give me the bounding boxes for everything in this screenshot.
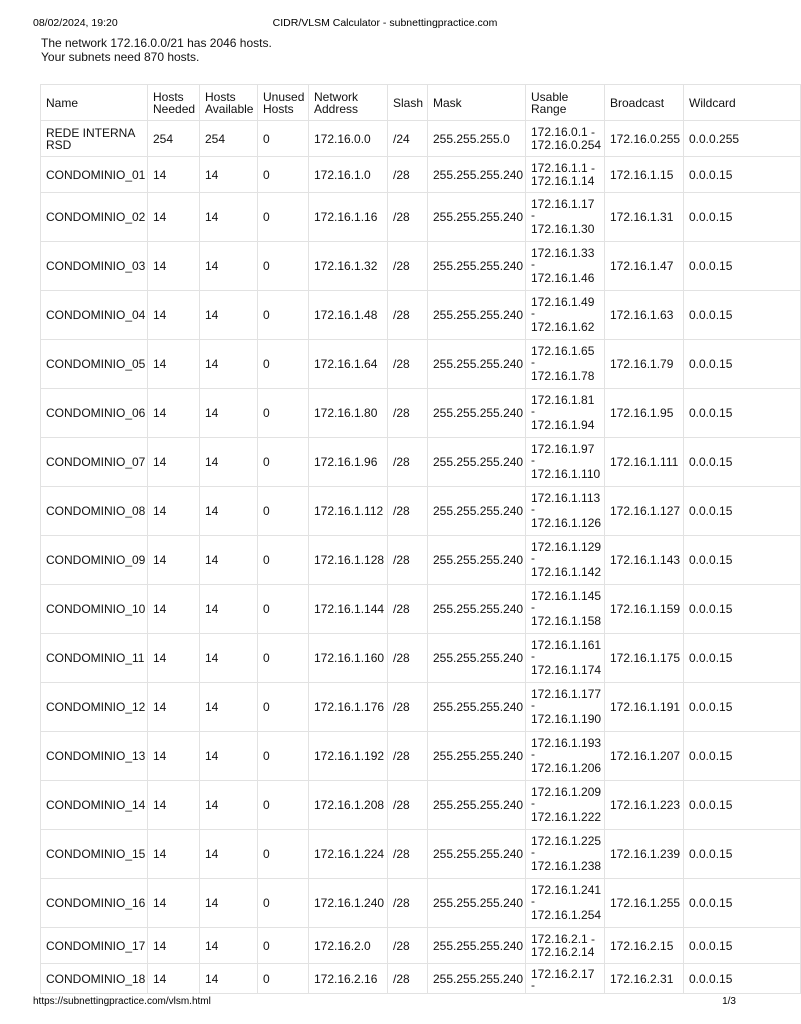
cell-name: CONDOMINIO_14 bbox=[41, 781, 148, 830]
cell-name: CONDOMINIO_07 bbox=[41, 438, 148, 487]
cell-wildcard: 0.0.0.15 bbox=[684, 536, 801, 585]
cell-wildcard: 0.0.0.15 bbox=[684, 683, 801, 732]
cell-wildcard: 0.0.0.15 bbox=[684, 193, 801, 242]
cell-usable-range bbox=[526, 928, 605, 964]
table-row bbox=[41, 732, 801, 781]
table-row bbox=[41, 634, 801, 683]
cell-hosts-available: 14 bbox=[200, 340, 258, 389]
cell-slash: /28 bbox=[388, 879, 428, 928]
cell-network-address: 172.16.1.64 bbox=[309, 340, 388, 389]
range-start: 172.16.1.209 bbox=[531, 785, 602, 799]
cell-mask: 255.255.255.240 bbox=[428, 964, 526, 994]
cell-unused-hosts: 0 bbox=[258, 340, 309, 389]
cell-hosts-needed: 14 bbox=[148, 683, 200, 732]
cell-broadcast: 172.16.1.255 bbox=[605, 879, 684, 928]
cell-unused-hosts: 0 bbox=[258, 121, 309, 157]
print-header bbox=[33, 16, 737, 30]
cell-hosts-needed: 14 bbox=[148, 964, 200, 994]
cell-network-address: 172.16.0.0 bbox=[309, 121, 388, 157]
cell-usable-range bbox=[526, 487, 605, 536]
cell-mask: 255.255.255.0 bbox=[428, 121, 526, 157]
cell-slash: /28 bbox=[388, 732, 428, 781]
column-header-wildcard: Wildcard bbox=[684, 85, 801, 121]
column-header-name: Name bbox=[41, 85, 148, 121]
cell-network-address: 172.16.2.16 bbox=[309, 964, 388, 994]
range-start: 172.16.1.49 bbox=[531, 295, 595, 309]
table-row bbox=[41, 438, 801, 487]
cell-name: CONDOMINIO_15 bbox=[41, 830, 148, 879]
cell-slash: /28 bbox=[388, 781, 428, 830]
column-header-broadcast: Broadcast bbox=[605, 85, 684, 121]
cell-mask: 255.255.255.240 bbox=[428, 340, 526, 389]
range-end: 172.16.1.94 bbox=[531, 418, 595, 432]
cell-hosts-needed: 14 bbox=[148, 536, 200, 585]
cell-mask: 255.255.255.240 bbox=[428, 536, 526, 585]
cell-wildcard: 0.0.0.15 bbox=[684, 242, 801, 291]
cell-mask: 255.255.255.240 bbox=[428, 291, 526, 340]
table-row bbox=[41, 157, 801, 193]
cell-mask: 255.255.255.240 bbox=[428, 928, 526, 964]
cell-wildcard: 0.0.0.15 bbox=[684, 928, 801, 964]
cell-usable-range bbox=[526, 389, 605, 438]
cell-slash: /28 bbox=[388, 634, 428, 683]
range-end: 172.16.1.206 bbox=[531, 761, 602, 775]
cell-broadcast: 172.16.1.223 bbox=[605, 781, 684, 830]
range-end: 172.16.1.62 bbox=[531, 320, 595, 334]
cell-broadcast: 172.16.1.15 bbox=[605, 157, 684, 193]
cell-hosts-available: 14 bbox=[200, 193, 258, 242]
cell-wildcard: 0.0.0.15 bbox=[684, 634, 801, 683]
cell-hosts-needed: 14 bbox=[148, 193, 200, 242]
cell-name: CONDOMINIO_04 bbox=[41, 291, 148, 340]
summary-network-line: The network 172.16.0.0/21 has 2046 hosts. bbox=[41, 36, 272, 50]
cell-hosts-available: 14 bbox=[200, 928, 258, 964]
cell-hosts-available: 14 bbox=[200, 487, 258, 536]
cell-unused-hosts: 0 bbox=[258, 732, 309, 781]
cell-name: CONDOMINIO_06 bbox=[41, 389, 148, 438]
cell-broadcast: 172.16.1.79 bbox=[605, 340, 684, 389]
cell-usable-range bbox=[526, 964, 605, 994]
column-header-usable-range: Usable Range bbox=[526, 85, 605, 121]
cell-broadcast: 172.16.1.191 bbox=[605, 683, 684, 732]
table-row bbox=[41, 536, 801, 585]
table-row bbox=[41, 585, 801, 634]
cell-hosts-needed: 14 bbox=[148, 781, 200, 830]
cell-broadcast: 172.16.1.111 bbox=[605, 438, 684, 487]
table-row bbox=[41, 781, 801, 830]
cell-hosts-available: 14 bbox=[200, 732, 258, 781]
cell-unused-hosts: 0 bbox=[258, 438, 309, 487]
range-start: 172.16.1.97 bbox=[531, 442, 595, 456]
table-row bbox=[41, 121, 801, 157]
range-dash: - bbox=[531, 208, 535, 222]
range-dash: - bbox=[531, 453, 535, 467]
cell-usable-range bbox=[526, 830, 605, 879]
cell-usable-range bbox=[526, 291, 605, 340]
cell-hosts-needed: 14 bbox=[148, 585, 200, 634]
cell-name: CONDOMINIO_11 bbox=[41, 634, 148, 683]
cell-name: CONDOMINIO_05 bbox=[41, 340, 148, 389]
cell-slash: /28 bbox=[388, 242, 428, 291]
cell-broadcast: 172.16.1.31 bbox=[605, 193, 684, 242]
cell-mask: 255.255.255.240 bbox=[428, 389, 526, 438]
range-start: 172.16.2.1 - bbox=[531, 931, 596, 946]
range-dash: - bbox=[531, 698, 535, 712]
print-page-number: 1/3 bbox=[722, 996, 736, 1007]
cell-slash: /28 bbox=[388, 928, 428, 964]
cell-usable-range bbox=[526, 683, 605, 732]
cell-usable-range bbox=[526, 193, 605, 242]
range-end: 172.16.1.158 bbox=[531, 614, 602, 628]
cell-name: CONDOMINIO_01 bbox=[41, 157, 148, 193]
cell-unused-hosts: 0 bbox=[258, 157, 309, 193]
range-dash: - bbox=[531, 257, 535, 271]
cell-name: CONDOMINIO_13 bbox=[41, 732, 148, 781]
range-dash: - bbox=[531, 355, 535, 369]
cell-hosts-available: 14 bbox=[200, 242, 258, 291]
range-end: 172.16.1.126 bbox=[531, 516, 602, 530]
cell-wildcard: 0.0.0.15 bbox=[684, 732, 801, 781]
cell-slash: /28 bbox=[388, 585, 428, 634]
range-dash: - bbox=[531, 845, 535, 859]
cell-wildcard: 0.0.0.15 bbox=[684, 830, 801, 879]
range-start: 172.16.1.225 bbox=[531, 834, 602, 848]
cell-hosts-needed: 14 bbox=[148, 487, 200, 536]
column-header-hosts-available: Hosts Available bbox=[200, 85, 258, 121]
cell-network-address: 172.16.1.240 bbox=[309, 879, 388, 928]
range-dash: - bbox=[531, 502, 535, 516]
table-row bbox=[41, 242, 801, 291]
cell-hosts-available: 14 bbox=[200, 438, 258, 487]
cell-network-address: 172.16.1.96 bbox=[309, 438, 388, 487]
print-page-title: CIDR/VLSM Calculator - subnettingpractice.com bbox=[272, 17, 498, 29]
cell-name: CONDOMINIO_02 bbox=[41, 193, 148, 242]
cell-wildcard: 0.0.0.15 bbox=[684, 157, 801, 193]
range-end: 172.16.1.222 bbox=[531, 810, 602, 824]
range-end: 172.16.1.30 bbox=[531, 222, 595, 236]
cell-hosts-needed: 254 bbox=[148, 121, 200, 157]
cell-hosts-available: 14 bbox=[200, 389, 258, 438]
cell-wildcard: 0.0.0.15 bbox=[684, 879, 801, 928]
range-dash: - bbox=[531, 404, 535, 418]
cell-mask: 255.255.255.240 bbox=[428, 683, 526, 732]
cell-usable-range bbox=[526, 781, 605, 830]
cell-broadcast: 172.16.1.63 bbox=[605, 291, 684, 340]
range-end: 172.16.1.78 bbox=[531, 369, 595, 383]
cell-slash: /28 bbox=[388, 964, 428, 994]
cell-mask: 255.255.255.240 bbox=[428, 585, 526, 634]
cell-hosts-needed: 14 bbox=[148, 634, 200, 683]
range-end: 172.16.1.46 bbox=[531, 271, 595, 285]
cell-usable-range bbox=[526, 536, 605, 585]
cell-network-address: 172.16.1.16 bbox=[309, 193, 388, 242]
cell-network-address: 172.16.1.0 bbox=[309, 157, 388, 193]
cell-hosts-needed: 14 bbox=[148, 830, 200, 879]
range-end: 172.16.1.254 bbox=[531, 908, 602, 922]
table-row bbox=[41, 340, 801, 389]
range-end: 172.16.0.254 bbox=[531, 137, 602, 152]
range-end: 172.16.1.238 bbox=[531, 859, 602, 873]
range-start: 172.16.1.33 bbox=[531, 246, 595, 260]
range-end: 172.16.1.190 bbox=[531, 712, 602, 726]
cell-network-address: 172.16.1.176 bbox=[309, 683, 388, 732]
summary-hosts-line: Your subnets need 870 hosts. bbox=[41, 50, 200, 64]
cell-usable-range bbox=[526, 242, 605, 291]
cell-mask: 255.255.255.240 bbox=[428, 634, 526, 683]
cell-broadcast: 172.16.1.175 bbox=[605, 634, 684, 683]
range-end: 172.16.1.142 bbox=[531, 565, 602, 579]
column-header-network-address: Network Address bbox=[309, 85, 388, 121]
cell-network-address: 172.16.1.80 bbox=[309, 389, 388, 438]
cell-network-address: 172.16.1.112 bbox=[309, 487, 388, 536]
range-dash: - bbox=[531, 600, 535, 614]
cell-unused-hosts: 0 bbox=[258, 683, 309, 732]
cell-hosts-needed: 14 bbox=[148, 242, 200, 291]
cell-hosts-needed: 14 bbox=[148, 928, 200, 964]
range-end: 172.16.1.14 bbox=[531, 173, 595, 188]
cell-hosts-available: 14 bbox=[200, 585, 258, 634]
cell-mask: 255.255.255.240 bbox=[428, 193, 526, 242]
cell-unused-hosts: 0 bbox=[258, 781, 309, 830]
cell-mask: 255.255.255.240 bbox=[428, 830, 526, 879]
cell-hosts-available: 14 bbox=[200, 781, 258, 830]
range-end: 172.16.1.174 bbox=[531, 663, 602, 677]
print-datetime: 08/02/2024, 19:20 bbox=[33, 17, 118, 29]
cell-mask: 255.255.255.240 bbox=[428, 242, 526, 291]
cell-unused-hosts: 0 bbox=[258, 879, 309, 928]
cell-network-address: 172.16.1.160 bbox=[309, 634, 388, 683]
range-start: 172.16.1.81 bbox=[531, 393, 595, 407]
cell-network-address: 172.16.1.192 bbox=[309, 732, 388, 781]
table-row bbox=[41, 830, 801, 879]
range-start: 172.16.1.193 bbox=[531, 736, 602, 750]
cell-usable-range bbox=[526, 340, 605, 389]
cell-hosts-available: 14 bbox=[200, 634, 258, 683]
cell-usable-range bbox=[526, 879, 605, 928]
cell-network-address: 172.16.1.32 bbox=[309, 242, 388, 291]
cell-mask: 255.255.255.240 bbox=[428, 781, 526, 830]
table-row bbox=[41, 487, 801, 536]
cell-wildcard: 0.0.0.15 bbox=[684, 964, 801, 994]
range-start: 172.16.1.161 bbox=[531, 638, 602, 652]
cell-unused-hosts: 0 bbox=[258, 585, 309, 634]
cell-unused-hosts: 0 bbox=[258, 964, 309, 994]
cell-usable-range bbox=[526, 121, 605, 157]
cell-mask: 255.255.255.240 bbox=[428, 157, 526, 193]
cell-slash: /28 bbox=[388, 291, 428, 340]
range-start: 172.16.1.241 bbox=[531, 883, 602, 897]
table-row bbox=[41, 683, 801, 732]
cell-slash: /28 bbox=[388, 683, 428, 732]
cell-unused-hosts: 0 bbox=[258, 193, 309, 242]
range-dash: - bbox=[531, 978, 535, 992]
cell-name: CONDOMINIO_18 bbox=[41, 964, 148, 994]
network-summary bbox=[41, 36, 272, 64]
cell-broadcast: 172.16.1.47 bbox=[605, 242, 684, 291]
cell-wildcard: 0.0.0.255 bbox=[684, 121, 801, 157]
cell-name: CONDOMINIO_17 bbox=[41, 928, 148, 964]
cell-network-address: 172.16.1.208 bbox=[309, 781, 388, 830]
range-dash: - bbox=[531, 796, 535, 810]
cell-mask: 255.255.255.240 bbox=[428, 879, 526, 928]
column-header-hosts-needed: Hosts Needed bbox=[148, 85, 200, 121]
range-start: 172.16.1.177 bbox=[531, 687, 602, 701]
cell-usable-range bbox=[526, 585, 605, 634]
cell-broadcast: 172.16.1.127 bbox=[605, 487, 684, 536]
cell-hosts-needed: 14 bbox=[148, 340, 200, 389]
cell-usable-range bbox=[526, 438, 605, 487]
cell-hosts-needed: 14 bbox=[148, 732, 200, 781]
cell-slash: /24 bbox=[388, 121, 428, 157]
cell-hosts-available: 254 bbox=[200, 121, 258, 157]
cell-hosts-needed: 14 bbox=[148, 291, 200, 340]
range-start: 172.16.1.17 bbox=[531, 197, 595, 211]
cell-hosts-needed: 14 bbox=[148, 438, 200, 487]
cell-unused-hosts: 0 bbox=[258, 242, 309, 291]
cell-slash: /28 bbox=[388, 487, 428, 536]
cell-wildcard: 0.0.0.15 bbox=[684, 585, 801, 634]
cell-unused-hosts: 0 bbox=[258, 830, 309, 879]
cell-name: CONDOMINIO_09 bbox=[41, 536, 148, 585]
cell-broadcast: 172.16.1.143 bbox=[605, 536, 684, 585]
cell-unused-hosts: 0 bbox=[258, 928, 309, 964]
cell-hosts-needed: 14 bbox=[148, 157, 200, 193]
cell-mask: 255.255.255.240 bbox=[428, 487, 526, 536]
cell-broadcast: 172.16.1.239 bbox=[605, 830, 684, 879]
cell-usable-range bbox=[526, 732, 605, 781]
cell-hosts-available: 14 bbox=[200, 536, 258, 585]
column-header-unused-hosts: Unused Hosts bbox=[258, 85, 309, 121]
cell-name: CONDOMINIO_08 bbox=[41, 487, 148, 536]
table-header-row bbox=[41, 85, 801, 121]
cell-broadcast: 172.16.2.31 bbox=[605, 964, 684, 994]
cell-wildcard: 0.0.0.15 bbox=[684, 291, 801, 340]
cell-unused-hosts: 0 bbox=[258, 487, 309, 536]
cell-wildcard: 0.0.0.15 bbox=[684, 389, 801, 438]
range-start: 172.16.1.113 bbox=[531, 491, 601, 505]
cell-broadcast: 172.16.1.207 bbox=[605, 732, 684, 781]
cell-broadcast: 172.16.0.255 bbox=[605, 121, 684, 157]
cell-mask: 255.255.255.240 bbox=[428, 732, 526, 781]
cell-unused-hosts: 0 bbox=[258, 291, 309, 340]
table-row bbox=[41, 879, 801, 928]
cell-broadcast: 172.16.1.159 bbox=[605, 585, 684, 634]
print-page-url: https://subnettingpractice.com/vlsm.html bbox=[33, 996, 211, 1007]
table-row bbox=[41, 964, 801, 994]
range-dash: - bbox=[531, 649, 535, 663]
cell-wildcard: 0.0.0.15 bbox=[684, 340, 801, 389]
cell-usable-range bbox=[526, 634, 605, 683]
range-start: 172.16.1.1 - bbox=[531, 160, 596, 175]
cell-slash: /28 bbox=[388, 830, 428, 879]
range-start: 172.16.1.145 bbox=[531, 589, 602, 603]
range-dash: - bbox=[531, 551, 535, 565]
range-start: 172.16.0.1 - bbox=[531, 124, 596, 139]
table-row bbox=[41, 193, 801, 242]
cell-wildcard: 0.0.0.15 bbox=[684, 487, 801, 536]
cell-hosts-available: 14 bbox=[200, 157, 258, 193]
print-footer bbox=[33, 995, 736, 1009]
range-dash: - bbox=[531, 894, 535, 908]
range-end: 172.16.1.110 bbox=[531, 467, 601, 481]
table-row bbox=[41, 291, 801, 340]
cell-hosts-available: 14 bbox=[200, 964, 258, 994]
cell-broadcast: 172.16.2.15 bbox=[605, 928, 684, 964]
cell-usable-range bbox=[526, 157, 605, 193]
cell-name: CONDOMINIO_12 bbox=[41, 683, 148, 732]
cell-slash: /28 bbox=[388, 193, 428, 242]
cell-hosts-available: 14 bbox=[200, 683, 258, 732]
cell-hosts-available: 14 bbox=[200, 291, 258, 340]
cell-wildcard: 0.0.0.15 bbox=[684, 781, 801, 830]
cell-slash: /28 bbox=[388, 389, 428, 438]
cell-network-address: 172.16.1.128 bbox=[309, 536, 388, 585]
cell-unused-hosts: 0 bbox=[258, 536, 309, 585]
cell-hosts-available: 14 bbox=[200, 879, 258, 928]
cell-network-address: 172.16.1.144 bbox=[309, 585, 388, 634]
cell-hosts-needed: 14 bbox=[148, 389, 200, 438]
cell-network-address: 172.16.1.224 bbox=[309, 830, 388, 879]
cell-broadcast: 172.16.1.95 bbox=[605, 389, 684, 438]
cell-hosts-needed: 14 bbox=[148, 879, 200, 928]
range-start: 172.16.2.17 bbox=[531, 967, 595, 981]
cell-mask: 255.255.255.240 bbox=[428, 438, 526, 487]
cell-slash: /28 bbox=[388, 157, 428, 193]
vlsm-table-container bbox=[40, 84, 740, 992]
cell-name: REDE INTERNA RSD bbox=[41, 121, 148, 157]
cell-slash: /28 bbox=[388, 340, 428, 389]
range-start: 172.16.1.65 bbox=[531, 344, 595, 358]
range-dash: - bbox=[531, 306, 535, 320]
cell-hosts-available: 14 bbox=[200, 830, 258, 879]
cell-name: CONDOMINIO_10 bbox=[41, 585, 148, 634]
column-header-mask: Mask bbox=[428, 85, 526, 121]
table-row bbox=[41, 389, 801, 438]
column-header-slash: Slash bbox=[388, 85, 428, 121]
cell-unused-hosts: 0 bbox=[258, 389, 309, 438]
vlsm-results-table bbox=[40, 84, 801, 994]
cell-slash: /28 bbox=[388, 536, 428, 585]
table-row bbox=[41, 928, 801, 964]
table-body bbox=[41, 121, 801, 994]
cell-network-address: 172.16.1.48 bbox=[309, 291, 388, 340]
cell-name: CONDOMINIO_16 bbox=[41, 879, 148, 928]
cell-name: CONDOMINIO_03 bbox=[41, 242, 148, 291]
range-dash: - bbox=[531, 747, 535, 761]
cell-slash: /28 bbox=[388, 438, 428, 487]
range-end: 172.16.2.14 bbox=[531, 944, 595, 959]
cell-unused-hosts: 0 bbox=[258, 634, 309, 683]
cell-network-address: 172.16.2.0 bbox=[309, 928, 388, 964]
range-start: 172.16.1.129 bbox=[531, 540, 602, 554]
cell-wildcard: 0.0.0.15 bbox=[684, 438, 801, 487]
